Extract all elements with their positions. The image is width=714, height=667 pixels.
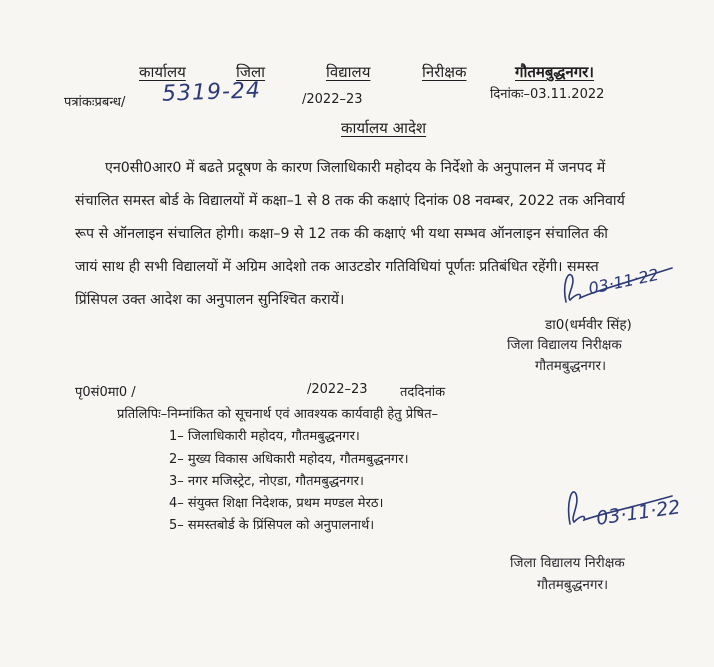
signatory-place: गौतमबुद्धनगर। (537, 577, 609, 593)
list-item: 4– संयुक्त शिक्षा निदेशक, प्रथम मण्डल मेरठ। (169, 496, 384, 511)
body-line: प्रिंसिपल उक्त आदेश का अनुपालन सुनिश्चित करायें। (75, 292, 345, 308)
signatory-place: गौतमबुद्धनगर। (535, 358, 607, 374)
ref-prefix: पत्रांकःप्रबन्ध/ (64, 95, 126, 110)
signatory-title: जिला विद्यालय निरीक्षक (507, 337, 622, 353)
list-item: 3– नगर मजिस्ट्रेट, नोएडा, गौतमबुद्धनगर। (169, 474, 364, 489)
body-line: संचालित समस्त बोर्ड के विद्यालयों में कक्षा–1 से 8 तक की कक्षाएं दिनांक 08 नवम्बर, 2022 तक अनिवार्य (75, 193, 625, 209)
body-line: जायं साथ ही सभी विद्यालयों में अग्रिम आदेशो तक आउटडोर गतिविधियां पूर्णतः प्रतिबंधित रहेंगी। समस्त (75, 259, 599, 275)
list-item: 1– जिलाधिकारी महोदय, गौतमबुद्धनगर। (169, 429, 360, 444)
header-office-word-1: कार्यालय (139, 63, 186, 81)
list-item: 2– मुख्य विकास अधिकारी महोदय, गौतमबुद्धनगर। (169, 452, 409, 467)
page-title: कार्यालय आदेश (341, 119, 427, 137)
signatory-title: जिला विद्यालय निरीक्षक (510, 555, 625, 571)
header-office-word-3: विद्यालय (326, 63, 371, 81)
copy-intro: प्रतिलिपिः–निम्नांकित को सूचनार्थ एवं आवश्यक कार्यवाही हेतु प्रेषित– (117, 407, 438, 422)
ref-year: /2022–23 (302, 92, 363, 107)
body-line: रूप से ऑनलाइन संचालित होगी। कक्षा–9 से 12 तक की कक्षाएं भी यथा सम्भव ऑनलाइन संचालित की (75, 226, 608, 242)
header-office-word-5: गौतमबुद्धनगर। (515, 63, 594, 81)
body-line: एन0सी0आर0 में बढते प्रदूषण के कारण जिलाधिकारी महोदय के निर्देशो के अनुपालन में जनपद में (105, 160, 606, 176)
copy-ref-year: /2022–23 (307, 382, 368, 397)
copy-ref-prefix: पृ0सं0मा0 / (75, 385, 136, 400)
copy-date-text: तददिनांक (400, 385, 446, 400)
header-office-word-4: निरीक्षक (422, 63, 467, 81)
signature-date-handwritten: 03·11·22 (586, 264, 661, 299)
signatory-name: डा0(धर्मवीर सिंह) (545, 317, 632, 333)
ref-number-handwritten: 5319-24 (161, 78, 262, 107)
order-date: दिनांकः–03.11.2022 (490, 87, 605, 102)
list-item: 5– समस्तबोर्ड के प्रिंसिपल को अनुपालनार्थ। (169, 518, 375, 533)
header-office-word-2: जिला (236, 63, 266, 81)
signature-date-handwritten: 03·11·22 (594, 496, 682, 530)
